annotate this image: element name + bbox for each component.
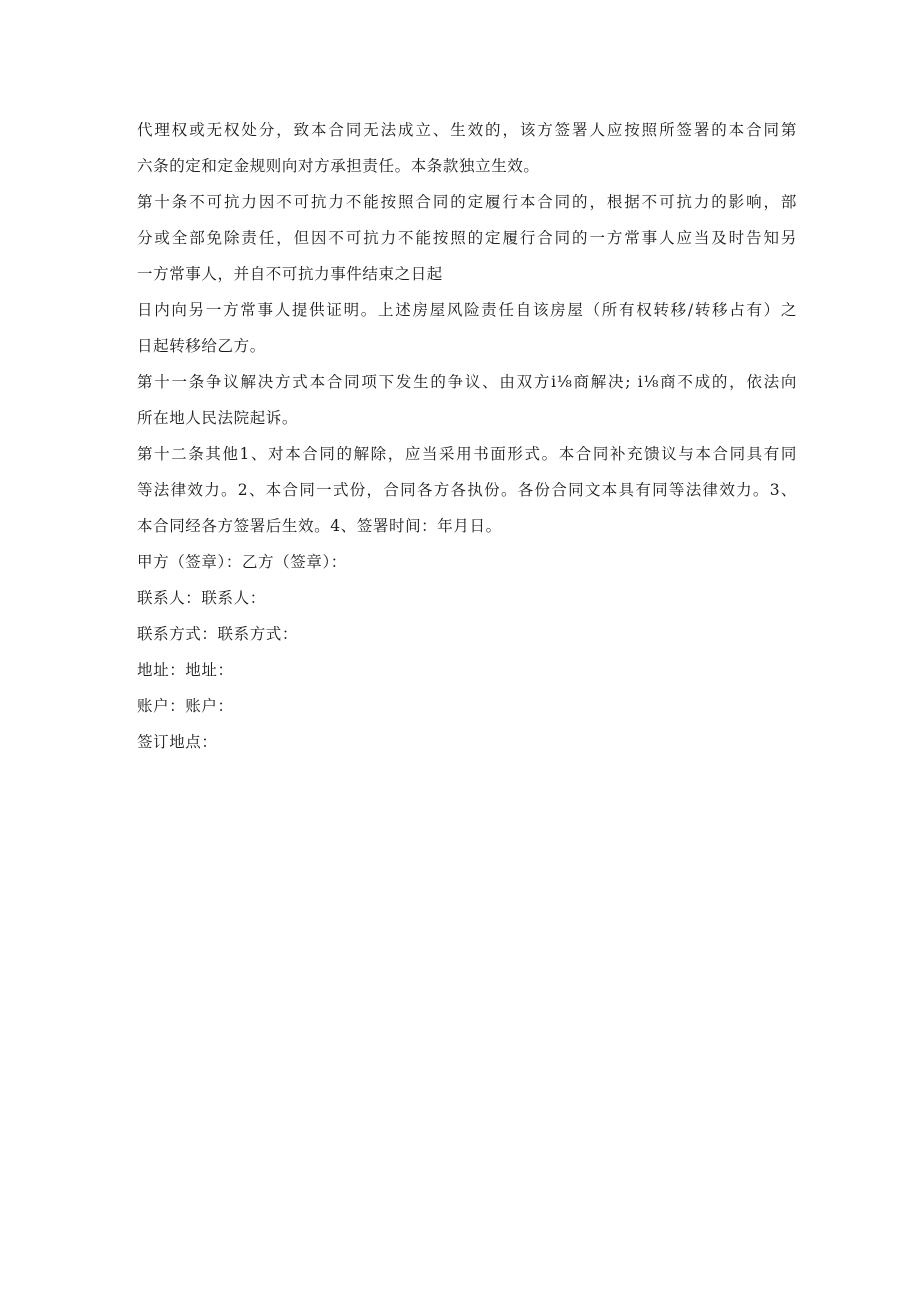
account-line: 账户：账户：: [137, 697, 234, 715]
text-line: 分或全部免除责任，但因不可抗力不能按照的定履行合同的一方常事人应当及时告知另: [137, 229, 797, 247]
signature-block: [137, 550, 797, 754]
contract-body: [137, 118, 797, 766]
text-line: 六条的定和定金规则向对方承担责任。本条款独立生效。: [137, 157, 540, 175]
signing-place-line: 签订地点：: [137, 733, 218, 751]
address-line: 地址：地址：: [137, 661, 234, 679]
contact-method-line: 联系方式：联系方式：: [137, 625, 299, 643]
text-line: 等法律效力。2、本合同一式份，合同各方各执份。各份合同文本具有同等法律效力。3、: [137, 481, 797, 499]
contact-person-line: 联系人：联系人：: [137, 589, 266, 607]
paragraph-dispute-resolution: [137, 370, 797, 430]
text-line: 第十一条争议解决方式本合同项下发生的争议、由双方i⅛商解决; i⅛商不成的，依法向: [137, 373, 797, 391]
text-line: 代理权或无权处分，致本合同无法成立、生效的，该方签署人应按照所签署的本合同第: [137, 121, 797, 139]
text-line: 日内向另一方常事人提供证明。上述房屋风险责任自该房屋（所有权转移/转移占有）之: [137, 301, 797, 319]
text-line: 所在地人民法院起诉。: [137, 409, 299, 427]
paragraph-other-terms: [137, 442, 797, 538]
text-line: 一方常事人，并自不可抗力事件结束之日起: [137, 265, 443, 283]
text-line: 第十条不可抗力因不可抗力不能按照合同的定履行本合同的，根据不可抗力的影响，部: [137, 193, 797, 211]
paragraph-liability: [137, 118, 797, 178]
parties-signature-line: 甲方（签章）：乙方（签章）：: [137, 553, 347, 571]
text-line: 日起转移给乙方。: [137, 337, 266, 355]
paragraph-risk-transfer: [137, 298, 797, 358]
text-line: 本合同经各方签署后生效。4、签署时间：年月日。: [137, 517, 502, 535]
paragraph-force-majeure: [137, 190, 797, 286]
text-line: 第十二条其他1、对本合同的解除，应当采用书面形式。本合同补充馈议与本合同具有同: [137, 445, 797, 463]
